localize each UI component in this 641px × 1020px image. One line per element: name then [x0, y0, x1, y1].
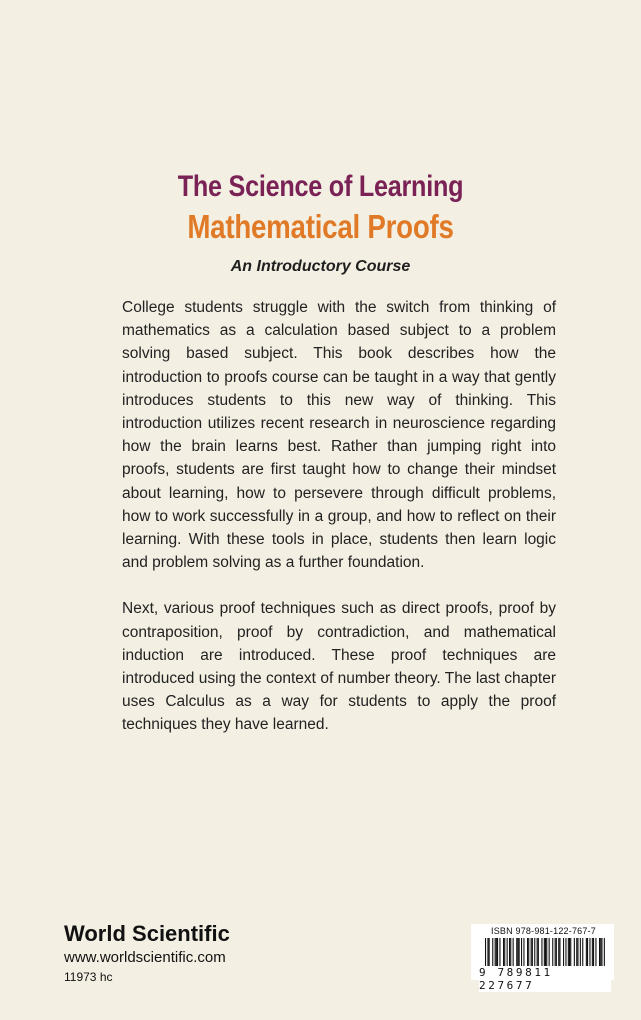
barcode-bar: [577, 938, 578, 968]
barcode-bar: [485, 938, 486, 968]
barcode-bar: [499, 938, 500, 968]
barcode-bar: [546, 938, 547, 968]
barcode-bar: [595, 938, 596, 968]
isbn-barcode: [471, 924, 614, 992]
title-line-1: The Science of Learning: [177, 170, 464, 203]
barcode-bar: [592, 938, 593, 968]
barcode-bar: [544, 938, 545, 968]
barcode-bar: [545, 938, 546, 968]
barcode-bar: [521, 938, 522, 968]
barcode-icon: [471, 936, 614, 970]
description-paragraph-1: College students struggle with the switch from thinking of mathematics as a calculation based subject to a problem solving based subject. This book describes how the introduction to proofs course can be taught in a way that gently introduces students to this new way of thinking. This introduction utilizes recent research in neuroscience regarding how the brain learns best. Rather than jumping right into proofs, students are first taught how to change their mindset about learning, how to persevere through difficult problems, how to work successfully in a group, and how to reflect on their learning. With these tools in place, students then learn logic and problem solving as a further foundation.: [122, 299, 556, 572]
barcode-bar: [510, 938, 511, 968]
barcode-bar: [556, 938, 557, 968]
barcode-bar: [516, 938, 517, 968]
barcode-bar: [604, 938, 605, 968]
publisher-url: www.worldscientific.com: [64, 949, 226, 966]
book-description: [122, 296, 556, 760]
barcode-bar: [555, 938, 556, 968]
barcode-bar: [563, 938, 564, 968]
subtitle: An Introductory Course: [230, 258, 411, 275]
barcode-bar: [580, 938, 581, 968]
barcode-bar: [497, 938, 498, 968]
barcode-bar: [593, 938, 594, 968]
barcode-bar: [541, 938, 542, 968]
barcode-bar: [489, 938, 490, 968]
barcode-bar: [565, 938, 566, 968]
barcode-bar: [586, 938, 587, 968]
barcode-bar: [538, 938, 539, 968]
barcode-bar: [537, 938, 538, 968]
product-code: 11973 hc: [64, 970, 113, 984]
barcode-bar: [487, 938, 488, 968]
barcode-bar: [589, 938, 590, 968]
title-block: [0, 168, 641, 276]
barcode-bar: [495, 938, 496, 968]
barcode-bar: [574, 938, 575, 968]
barcode-bar: [600, 938, 601, 968]
title-line-2: Mathematical Proofs: [187, 208, 454, 245]
barcode-bar: [504, 938, 505, 968]
barcode-bar: [528, 938, 529, 968]
publisher-name: World Scientific: [64, 921, 230, 946]
barcode-bar: [587, 938, 588, 968]
barcode-bar: [601, 938, 602, 968]
barcode-bar: [569, 938, 570, 968]
barcode-bar: [559, 938, 560, 968]
barcode-bar: [527, 938, 528, 968]
barcode-bar: [519, 938, 520, 968]
barcode-bar: [509, 938, 510, 968]
barcode-bar: [599, 938, 600, 968]
barcode-bar: [532, 938, 533, 968]
barcode-bar: [534, 938, 535, 968]
barcode-bar: [507, 938, 508, 968]
description-paragraph-2: Next, various proof techniques such as direct proofs, proof by contraposition, proof by contradiction, and mathematical induction are introduced. These proof techniques are introduced using the context of number theory. The last chapter uses Calculus as a way for students to apply the proof techniques they have learned.: [122, 600, 556, 734]
barcode-bar: [523, 938, 524, 968]
barcode-bar: [570, 938, 571, 968]
barcode-bar: [492, 938, 493, 968]
barcode-bar: [513, 938, 514, 968]
publisher-block: [64, 920, 230, 986]
barcode-bar: [568, 938, 569, 968]
barcode-bar: [576, 938, 577, 968]
barcode-bar: [517, 938, 518, 968]
barcode-digits: 9 789811 227677: [479, 966, 611, 992]
barcode-bar: [549, 938, 550, 968]
barcode-bar: [503, 938, 504, 968]
barcode-bar: [496, 938, 497, 968]
isbn-label: ISBN 978-981-122-767-7: [491, 926, 596, 936]
barcode-bar: [531, 938, 532, 968]
barcode-bar: [558, 938, 559, 968]
barcode-bar: [582, 938, 583, 968]
barcode-bar: [552, 938, 553, 968]
